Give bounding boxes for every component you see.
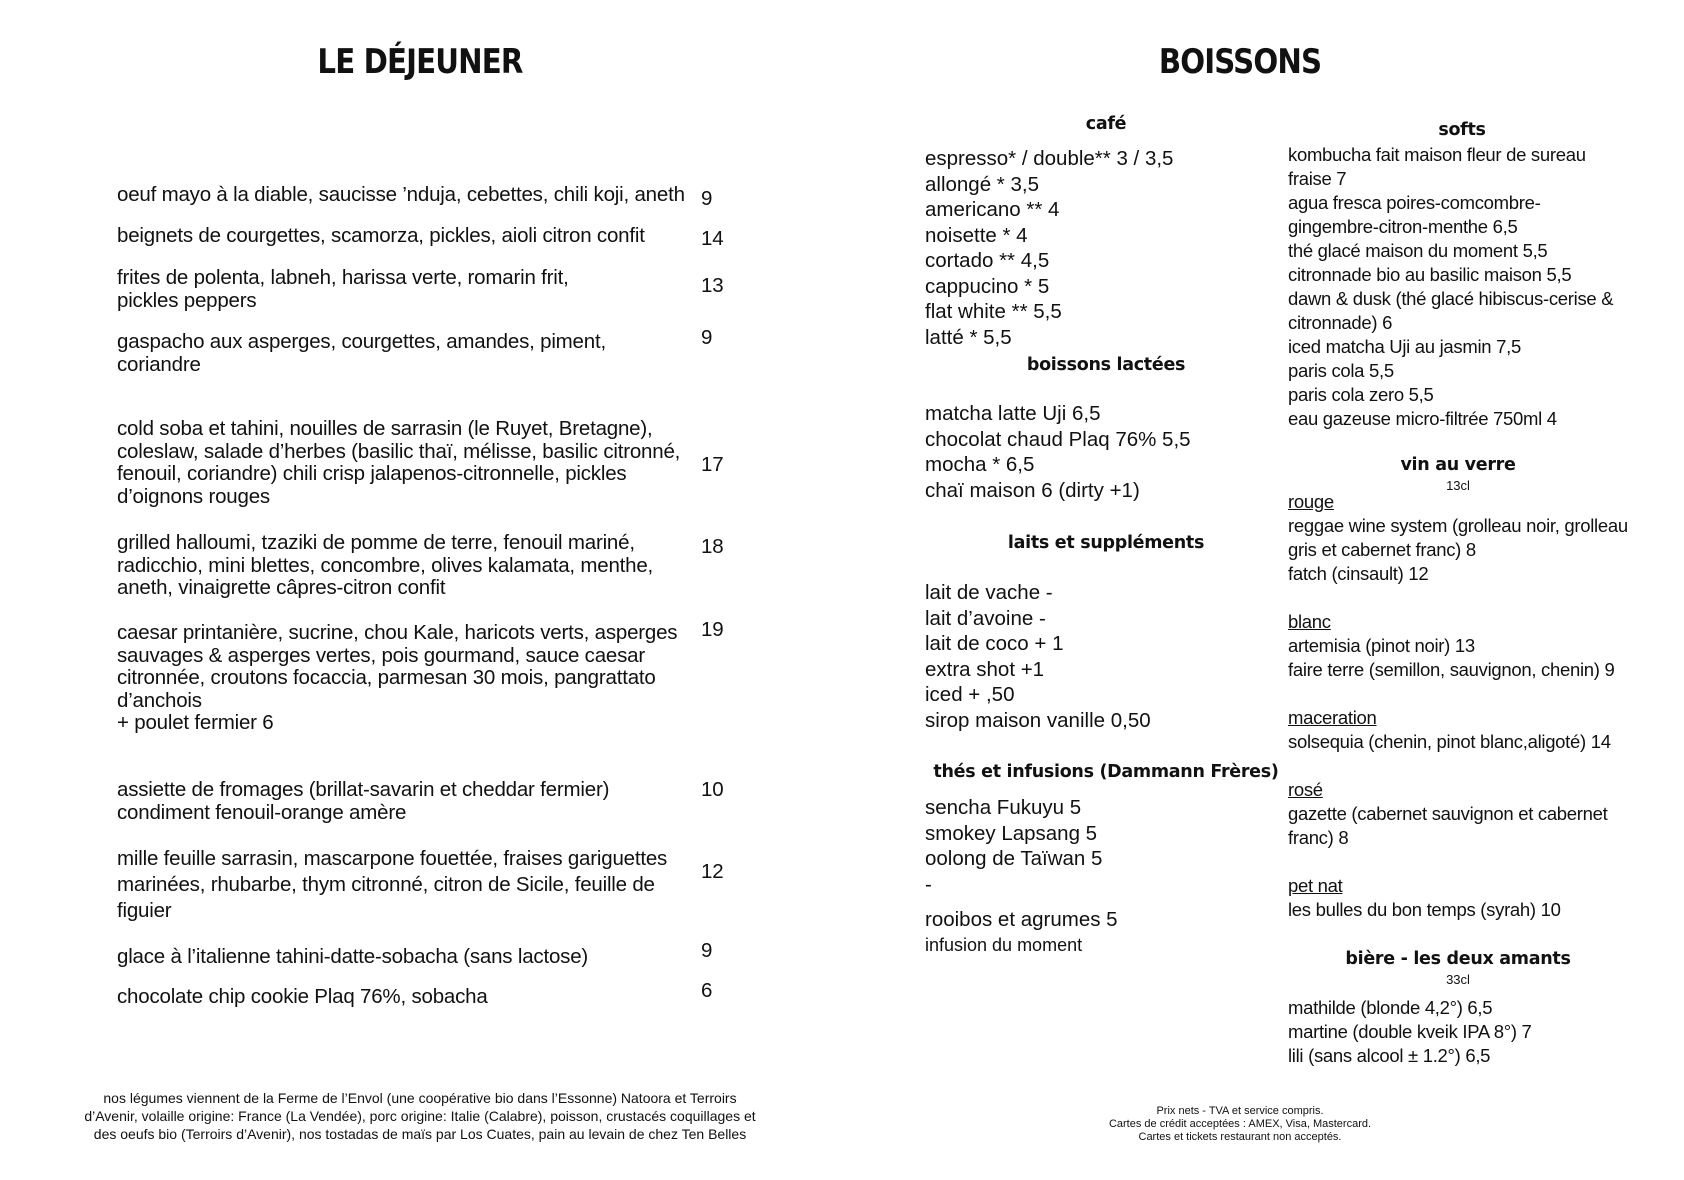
- milk-drinks-heading: boissons lactées: [1026, 355, 1186, 375]
- drink-item: iced matcha Uji au jasmin 7,5: [1288, 336, 1521, 357]
- dish-price: 13: [701, 274, 724, 297]
- payment-line: Cartes de crédit acceptées : AMEX, Visa, Mastercard.: [1108, 1118, 1372, 1130]
- lunch-title: LE DÉJEUNER: [317, 42, 523, 82]
- drink-item: -: [925, 872, 932, 896]
- drink-item: chaï maison 6 (dirty +1): [925, 478, 1140, 502]
- wine-category-rose: rosé: [1288, 779, 1323, 800]
- drink-item: paris cola zero 5,5: [1288, 384, 1434, 405]
- dish-price: 10: [701, 778, 724, 801]
- drink-item: kombucha fait maison fleur de sureau: [1288, 144, 1586, 165]
- drink-item: sencha Fukuyu 5: [925, 796, 1082, 819]
- payment-line: Prix nets - TVA et service compris.: [1156, 1105, 1324, 1117]
- wine-item: faire terre (semillon, sauvignon, chenin) 9: [1288, 659, 1615, 680]
- dish-price: 9: [701, 326, 713, 349]
- dish-item: [117, 618, 724, 735]
- wine-category-red: rouge: [1288, 491, 1334, 512]
- wine-item: gazette (cabernet sauvignon et cabernet: [1288, 803, 1608, 824]
- payment-info: [1080, 1105, 1400, 1144]
- drink-item: lait de coco + 1: [925, 632, 1064, 655]
- wine-category-maceration: maceration: [1288, 707, 1377, 728]
- drink-item: citronnade bio au basilic maison 5,5: [1288, 264, 1572, 285]
- drink-item: iced + ,50: [925, 683, 1015, 706]
- dish-text: frites de polenta, labneh, harissa verte, romarin frit, pickles peppers: [117, 266, 569, 312]
- drinks-title: BOISSONS: [1158, 42, 1322, 82]
- drink-item: lait d’avoine -: [925, 606, 1046, 630]
- softs-list: [1288, 143, 1613, 431]
- wine-item: gris et cabernet franc) 8: [1288, 539, 1476, 560]
- dish-text: glace à l’italienne tahini-datte-sobacha (sans lactose): [117, 945, 589, 968]
- drink-item: allongé * 3,5: [925, 172, 1039, 196]
- wine-item: solsequia (chenin, pinot blanc,aligoté) 14: [1288, 731, 1611, 752]
- wine-category-white: blanc: [1288, 611, 1331, 632]
- wine-heading: vin au verre: [1400, 455, 1516, 475]
- dish-price: 9: [701, 939, 713, 962]
- beer-item: lili (sans alcool ± 1.2°) 6,5: [1288, 1045, 1491, 1066]
- drink-item: mocha * 6,5: [925, 453, 1035, 476]
- dish-price: 17: [701, 453, 724, 476]
- drink-item: cortado ** 4,5: [925, 249, 1050, 272]
- drink-item: rooibos et agrumes 5: [925, 908, 1118, 931]
- drink-item: dawn & dusk (thé glacé hibiscus-cerise &: [1288, 288, 1614, 309]
- drink-item: paris cola 5,5: [1288, 360, 1394, 381]
- teas-heading: thés et infusions (Dammann Frères): [933, 762, 1279, 782]
- dish-price: 14: [701, 227, 724, 250]
- drink-item: smokey Lapsang 5: [925, 821, 1098, 845]
- cafe-heading: café: [1085, 114, 1127, 134]
- payment-line: Cartes et tickets restaurant non acceptés.: [1138, 1131, 1342, 1143]
- drink-item: flat white ** 5,5: [925, 300, 1062, 323]
- drink-item: citronnade) 6: [1288, 312, 1393, 333]
- dish-price: 12: [701, 860, 724, 883]
- dish-price: 18: [701, 535, 724, 558]
- dish-text: oeuf mayo à la diable, saucisse ’nduja, cebettes, chili koji, aneth: [117, 183, 685, 206]
- drink-item: extra shot +1: [925, 657, 1045, 681]
- dish-price: 9: [701, 187, 713, 210]
- dish-text: mille feuille sarrasin, mascarpone fouettée, fraises gariguettes marinées, rhubarbe, thym citronné, citron de Sicile, feuille de figuier: [117, 847, 668, 922]
- sourcing-note: nos légumes viennent de la Ferme de l’Envol (une coopérative bio dans l’Essonne) Natoora et Terroirs d’Avenir, volaille origine: France (La Vendée), porc origine: Italie (Calabre), poisson, crustacés coquillages et des oeufs bio (Terroirs d’Avenir), nos tostadas de maïs par Los Cuates, pain au levain de chez Ten Belles: [84, 1090, 756, 1142]
- softs-heading: softs: [1438, 120, 1486, 140]
- drink-item: agua fresca poires-comcombre-: [1288, 192, 1541, 213]
- drink-item: fraise 7: [1288, 168, 1347, 189]
- teas-list: [925, 795, 1118, 957]
- dish-price: 19: [701, 618, 724, 641]
- beer-size: 33cl: [1446, 972, 1470, 987]
- drink-item: sirop maison vanille 0,50: [925, 708, 1151, 732]
- dish-text: chocolate chip cookie Plaq 76%, sobacha: [117, 985, 488, 1008]
- beer-list: [1288, 996, 1532, 1068]
- drink-item: matcha latte Uji 6,5: [925, 402, 1101, 425]
- dish-item: [117, 266, 724, 312]
- wine-item: franc) 8: [1288, 827, 1349, 848]
- drink-item: gingembre-citron-menthe 6,5: [1288, 216, 1518, 237]
- tea-note: infusion du moment: [925, 934, 1083, 955]
- milks-heading: laits et suppléments: [1007, 533, 1205, 553]
- dish-item: [117, 531, 724, 600]
- wine-item: reggae wine system (grolleau noir, grolleau: [1288, 515, 1628, 536]
- dish-item: [117, 326, 713, 376]
- dish-text: assiette de fromages (brillat-savarin et cheddar fermier) condiment fenouil-orange amère: [117, 778, 610, 824]
- dish-text: gaspacho aux asperges, courgettes, amandes, piment, coriandre: [117, 330, 606, 376]
- wine-item: artemisia (pinot noir) 13: [1288, 635, 1475, 656]
- wine-item: fatch (cinsault) 12: [1288, 563, 1429, 584]
- drink-item: eau gazeuse micro-filtrée 750ml 4: [1288, 408, 1557, 429]
- drink-item: noisette * 4: [925, 223, 1028, 247]
- milks-list: [925, 580, 1151, 733]
- milk-drinks-list: [925, 401, 1191, 503]
- dish-item: [117, 939, 713, 969]
- beer-heading: bière - les deux amants: [1345, 949, 1571, 969]
- dish-text: cold soba et tahini, nouilles de sarrasin (le Ruyet, Bretagne), coleslaw, salade d’herbes (basilic thaï, mélisse, basilic citronné, fenouil, coriandre) chili crisp jalapenos-citronnelle, pickles d’oignons rouges: [117, 417, 681, 508]
- drink-item: chocolat chaud Plaq 76% 5,5: [925, 427, 1191, 451]
- drink-item: latté * 5,5: [925, 325, 1012, 349]
- dish-item: [117, 979, 713, 1009]
- beer-item: martine (double kveik IPA 8°) 7: [1288, 1021, 1532, 1042]
- wine-list: [1288, 490, 1628, 922]
- drink-item: lait de vache -: [925, 581, 1053, 604]
- dish-item: [117, 846, 724, 924]
- drink-item: cappucino * 5: [925, 274, 1050, 298]
- beer-item: mathilde (blonde 4,2°) 6,5: [1288, 997, 1493, 1018]
- drink-item: americano ** 4: [925, 198, 1060, 221]
- dish-item: [117, 778, 724, 824]
- dish-text: beignets de courgettes, scamorza, pickles, aioli citron confit: [117, 224, 645, 247]
- dish-price: 6: [701, 979, 713, 1002]
- dish-item: [117, 183, 713, 210]
- wine-item: les bulles du bon temps (syrah) 10: [1288, 899, 1561, 920]
- cafe-list: [925, 146, 1173, 350]
- dish-item: [117, 417, 724, 508]
- dish-text: caesar printanière, sucrine, chou Kale, haricots verts, asperges sauvages & asperges vertes, pois gourmand, sauce caesar citronnée, croutons focaccia, parmesan 30 mois, pangrattato d’anchois + poulet fermier 6: [117, 621, 678, 734]
- drink-item: oolong de Taïwan 5: [925, 847, 1103, 870]
- drink-item: espresso* / double** 3 / 3,5: [925, 147, 1174, 170]
- dish-item: [117, 224, 724, 250]
- dish-text: grilled halloumi, tzaziki de pomme de terre, fenouil mariné, radicchio, mini blettes, concombre, olives kalamata, menthe, aneth, vinaigrette câpres-citron confit: [117, 531, 654, 599]
- wine-category-pet-nat: pet nat: [1288, 875, 1343, 896]
- wine-size: 13cl: [1446, 478, 1470, 493]
- drink-item: thé glacé maison du moment 5,5: [1288, 240, 1548, 261]
